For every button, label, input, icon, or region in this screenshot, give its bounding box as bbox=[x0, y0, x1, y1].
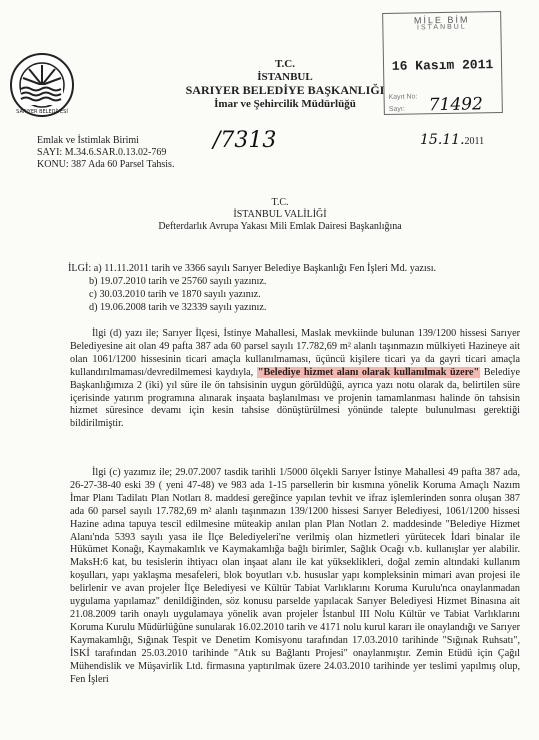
paragraph-2: İlgi (c) yazımız ile; 29.07.2007 tasdik tarihli 1/5000 ölçekli Sarıyer İstinye Mahallesi 49 pafta 387 ada, 26-27-38-40 eski 39 ( yeni 47-48) ve 983 ada 1-15 parsellerin bir kısmına yönelik Koruma Amaçlı Nazım İmar Planı Tadilatı Plan Notları 8. maddesi gereğince yapılan tevhit ve ifraz işlemlerinden sonra oluşan 387 ada 60 parsel sayılı 17.782,69 m² alanlı taşınmazın 139/1200 hissesi Sarıyer Belediyesi, 1061/1200 hissesi Hazine adına tapuya tescil edilmesine müteakip anılan plan Plan Notları 2. maddesinde "Belediye Hizmet Alanı'nda 5393 sayılı yasa ile İlçe Belediyeleri'ne verilmiş olan hizmetleri yürütecek İdari binalar ile Hükümet Konağı, Kaymakamlık ve Kaymakamlığa bağlı birimler, Sağlık Ocağı v.b. kullanışlar yer alabilir. MaksH:6 kat, bu tesislerin ihtiyacı olan inşaat alanı ile kat yükseklikleri, doğal zemin altındaki kullanım koşulları, yapı yaklaşma mesafeleri, blok boyutları v.b. hususlar yapı kompleksinin mimari avan projesi ile belirlenir ve avan projeler İlçe Belediyesi ve Kültür Tabiat Varlıklarını Koruma Kurulu'nca onaylanmadan uygulama yapılamaz" denildiğinden, söz konusu parselde yapılacak Sarıyer Belediyesi Hizmet Binasına ait 21.08.2009 tarih onaylı uygulamaya yönelik avan projeler İstanbul III Nolu Kültür ve Tabiat Varlıklarını Koruma Kurulu Müdürlüğüne sunularak 16.02.2010 tarih ve 4171 nolu kurul kararı ile onaylandığı ve Sarıyer Kaymakamlığı, Sığınak Tespit ve Denetim Komisyonu tarafından 17.03.2010 tarihinde "Sığınak Ruhsatı", İSKİ tarafından 25.03.2010 tarihinde "Atık su Bağlantı Projesi" onaylanmıştır. Zemin Etüdü için Çağıl Mühendislik ve Müşavirlik Ltd. firmasına yaptırılmak üzere 24.03.2010 tarihinde yer teslimi yapılmış olup, Fen İşleri bbox=[70, 467, 520, 685]
konu-line: KONU: 387 Ada 60 Parsel Tahsis. bbox=[37, 159, 175, 170]
header-municipality: SARIYER BELEDİYE BAŞKANLIĞI bbox=[185, 83, 385, 97]
handwritten-date: 15.11. bbox=[420, 132, 465, 148]
reference-label: İLGİ: bbox=[68, 263, 92, 274]
unit-name: Emlak ve İstimlak Birimi bbox=[37, 135, 139, 146]
paragraph-1: İlgi (d) yazı ile; Sarıyer İlçesi, İstinye Mahallesi, Maslak mevkiinde bulunan 139/1200 hissesi Sarıyer Belediyesine ait olan 49 pafta 387 ada 60 parsel sayılı 17.782,69 m² alanlı taşınmazın mülkiyeti Hazineye ait olan 1061/1200 hissesinin ticari amaçla kullanılmaması, üçüncü kişilere ticari ya da gayri ticari amaçla kullandırılmaması/devredilmemesi kaydıyla, "Belediye hizmet alanı olarak kullanılmak üzere" Belediye Başkanlığımıza 2 (iki) yıl süre ile ön tahsisinin uygun görüldüğü, ayrıca yazı notu olarak da, belirtilen süre içerisinde yatırım programına alınarak inşaata başlanılması ve projenin tamamlanması halinde ön tahsisin hizmet süresince devamı için kesin tahsise dönüştürülmesi yönünde talepte bulunulması gerektiği bildirilmiştir. bbox=[70, 328, 521, 430]
recipient-governorship: İSTANBUL VALİLİĞİ bbox=[233, 209, 327, 220]
recipient-office: Defterdarlık Avrupa Yakası Mili Emlak Dairesi Başkanlığına bbox=[158, 221, 402, 232]
reference-b: b) 19.07.2010 tarih ve 25760 sayılı yazınız. bbox=[89, 276, 267, 287]
stamp-number-label: Sayı: bbox=[388, 105, 405, 113]
svg-text:SARIYER BELEDİYESİ: SARIYER BELEDİYESİ bbox=[16, 109, 68, 115]
reference-c: c) 30.03.2010 tarih ve 1870 sayılı yazınız. bbox=[89, 289, 261, 300]
stamp-subtitle: İSTANBUL bbox=[416, 23, 467, 32]
stamp-title: MİLE BİM bbox=[413, 14, 470, 26]
header-city: İSTANBUL bbox=[257, 71, 313, 83]
header-department: İmar ve Şehircilik Müdürlüğü bbox=[214, 98, 356, 110]
stamp-date: 16 Kasım 2011 bbox=[391, 57, 494, 74]
handwritten-number: /7313 bbox=[213, 128, 277, 153]
reference-d: d) 19.06.2008 tarih ve 32339 sayılı yazınız. bbox=[89, 302, 267, 313]
reference-a: İLGİ: a) 11.11.2011 tarih ve 3366 sayılı Sarıyer Belediye Başkanlığı Fen İşleri Md. yazısı. bbox=[68, 263, 437, 274]
incoming-stamp bbox=[382, 11, 503, 115]
recipient-tc: T.C. bbox=[271, 197, 289, 208]
header-tc: T.C. bbox=[275, 58, 295, 70]
date-line bbox=[420, 132, 484, 149]
stamp-record-label: Kayıt No: bbox=[388, 93, 418, 101]
stamp-hand-number: 71492 bbox=[428, 94, 483, 116]
highlighted-phrase: "Belediye hizmet alanı olarak kullanılmak üzere" bbox=[257, 366, 480, 378]
sayi-line: SAYI: M.34.6.SAR.0.13.02-769 bbox=[37, 147, 167, 158]
year: 2011 bbox=[464, 136, 485, 147]
municipality-logo bbox=[9, 52, 75, 118]
